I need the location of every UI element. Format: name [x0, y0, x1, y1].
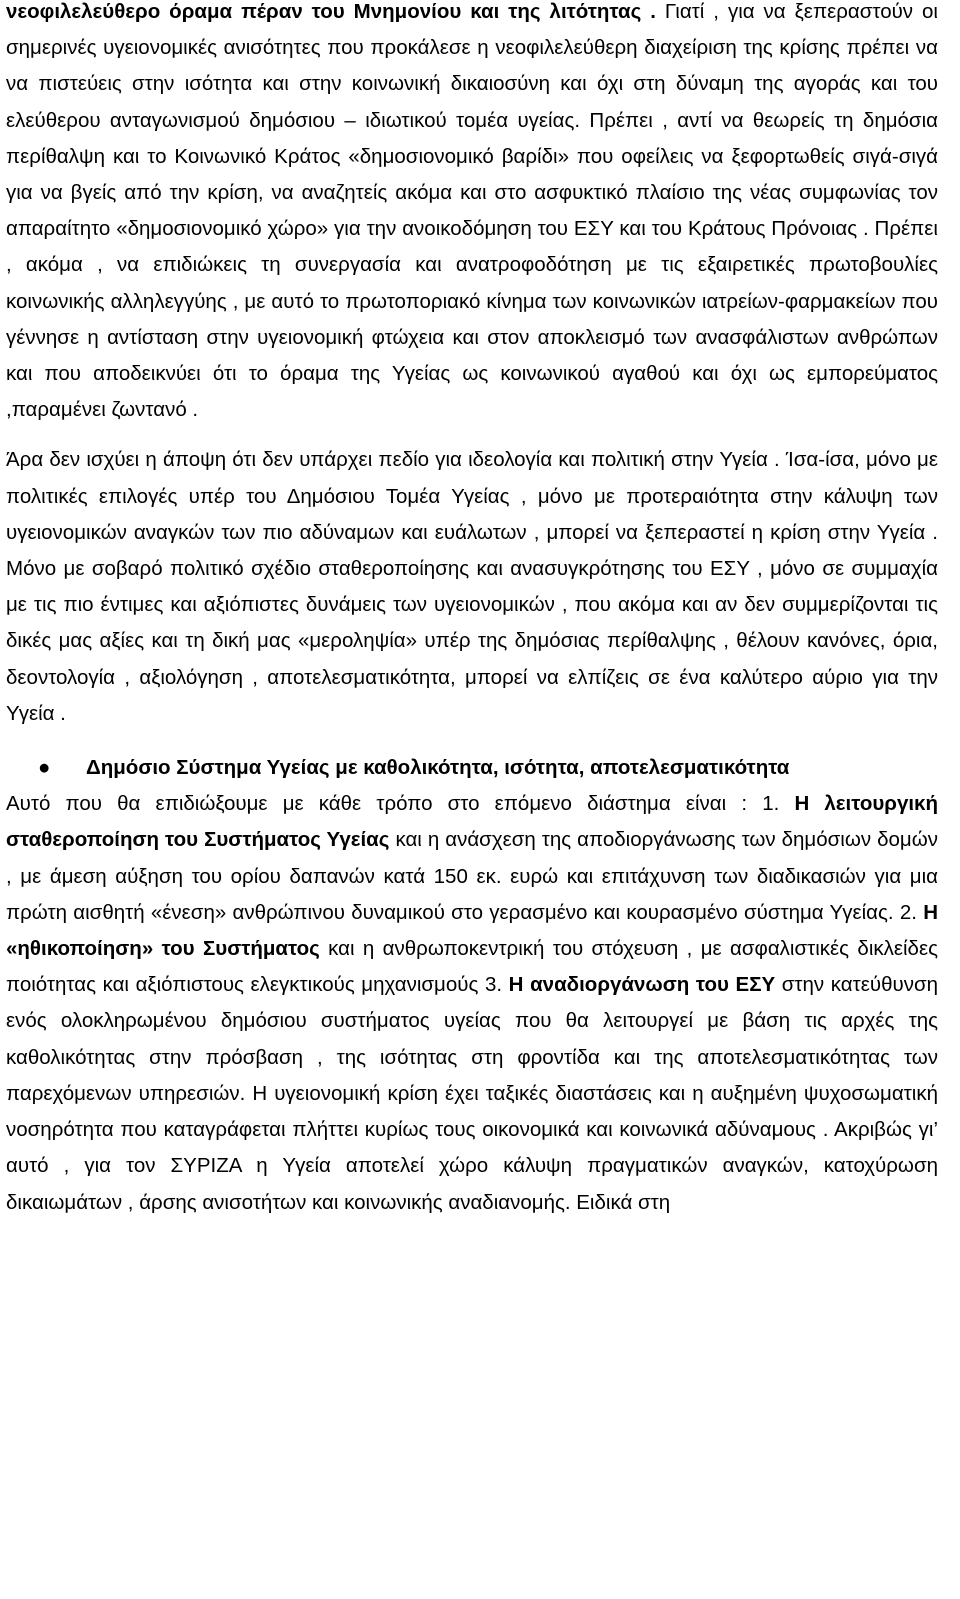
paragraph-1	[6, 0, 938, 428]
bullet-item	[6, 750, 938, 786]
paragraph-3	[6, 786, 938, 1220]
paragraph-3-s4: στην κατεύθυνση ενός ολοκληρωμένου δημόσιου συστήματος υγείας που θα λειτουργεί με βάση τις αρχές της καθολικότητας στην πρόσβαση , της ισότητας στη φροντίδα και της αποτελεσματικότητας των παρεχόμενων υπηρεσιών. Η υγειονομική κρίση έχει ταξικές διαστάσεις και η αυξημένη ψυχοσωματική νοσηρότητα που καταγράφεται πλήττει κυρίως τους οικονομικά και κοινωνικά αδύναμους . Ακριβώς γι’ αυτό , για τον ΣΥΡΙΖΑ η Υγεία αποτελεί χώρο κάλυψη πραγματικών αναγκών, κατοχύρωση δικαιωμάτων , άρσης ανισοτήτων και κοινωνικής αναδιανομής. Ειδικά στη	[6, 973, 939, 1214]
paragraph-2: Άρα δεν ισχύει η άποψη ότι δεν υπάρχει πεδίο για ιδεολογία και πολιτική στην Υγεία . Ίσα-ίσα, μόνο με πολιτικές επιλογές υπέρ του Δημόσιου Τομέα Υγείας , μόνο με προτεραιότητα στην κάλυψη των υγειονομικών αναγκών των πιο αδύναμων και ευάλωτων , μπορεί να ξεπεραστεί η κρίση στην Υγεία . Μόνο με σοβαρό πολιτικό σχέδιο σταθεροποίησης και ανασυγκρότησης του ΕΣΥ , μόνο σε συμμαχία με τις πιο έντιμες και αξιόπιστες δυνάμεις των υγειονομικών , που ακόμα και αν δεν συμμερίζονται τις δικές μας αξίες και τη δική μας «μεροληψία» υπέρ της δημόσιας περίθαλψης , θέλουν κανόνες, όρια, δεοντολογία , αξιολόγηση , αποτελεσματικότητα, μπορεί να ελπίζεις σε ένα καλύτερο αύριο για την Υγεία .	[6, 448, 938, 725]
paragraph-1-text: Γιατί , για να ξεπεραστούν οι σημερινές υγειονομικές ανισότητες που προκάλεσε η νεοφιλελεύθερη διαχείριση της κρίσης πρέπει να να πιστεύεις στην ισότητα και στην κοινωνική δικαιοσύνη και όχι στη δύναμη της αγοράς και του ελεύθερου ανταγωνισμού δημόσιου – ιδιωτικού τομέα υγείας. Πρέπει , αντί να θεωρείς τη δημόσια περίθαλψη και το Κοινωνικό Κράτος «δημοσιονομικό βαρίδι» που οφείλεις να ξεφορτωθείς σιγά-σιγά για να βγείς από την κρίση, να αναζητείς ακόμα και στο ασφυκτικό πλαίσιο της νέας συμφωνίας τον απαραίτητο «δημοσιονομικό χώρο» για την ανοικοδόμηση του ΕΣΥ και του Κράτους Πρόνοιας . Πρέπει , ακόμα , να επιδιώκεις τη συνεργασία και ανατροφοδότηση με τις εξαιρετικές πρωτοβουλίες κοινωνικής αλληλεγγύης , με αυτό το πρωτοποριακό κίνημα των κοινωνικών ιατρείων-φαρμακείων που γέννησε η αντίσταση στην υγειονομική φτώχεια και στον αποκλεισμό των ανασφάλιστων ανθρώπων και που αποδεικνύει ότι το όραμα της Υγείας ως κοινωνικού αγαθού και όχι ως εμπορεύματος ,παραμένει ζωντανό .	[6, 0, 938, 422]
document-page	[6, 0, 938, 1221]
paragraph-3-s3: και η ανθρωποκεντρική του στόχευση , με ασφαλιστικές δικλείδες ποιότητας και αξιόπιστους ελεγκτικούς μηχανισμούς 3.	[6, 937, 938, 997]
paragraph-3-bold-3: Η αναδιοργάνωση του ΕΣΥ	[508, 973, 776, 997]
paragraph-3-s2: και η ανάσχεση της αποδιοργάνωσης των δημόσιων δομών , με άμεση αύξηση του ορίου δαπανών κατά 150 εκ. ευρώ και επιτάχυνση των διαδικασιών για μια πρώτη αισθητή «ένεση» ανθρώπινου δυναμικού στο γερασμένο και κουρασμένο σύστημα Υγείας. 2.	[6, 828, 938, 924]
paragraph-3-bold-1: Η λειτουργική σταθεροποίηση του Συστήματος Υγείας	[6, 792, 938, 852]
paragraph-3-s1: Αυτό που θα επιδιώξουμε με κάθε τρόπο στο επόμενο διάστημα είναι : 1.	[6, 792, 795, 816]
paragraph-1-bold-lead: νεοφιλελεύθερο όραμα πέραν του Μνημονίου και της λιτότητας .	[6, 0, 656, 23]
bullet-dot-icon: ●	[38, 756, 51, 780]
bullet-heading: Δημόσιο Σύστημα Υγείας με καθολικότητα, ισότητα, αποτελεσματικότητα	[86, 756, 790, 780]
paragraph-3-bold-2: Η «ηθικοποίηση» του Συστήματος	[6, 900, 938, 961]
bullet-list	[6, 750, 938, 786]
